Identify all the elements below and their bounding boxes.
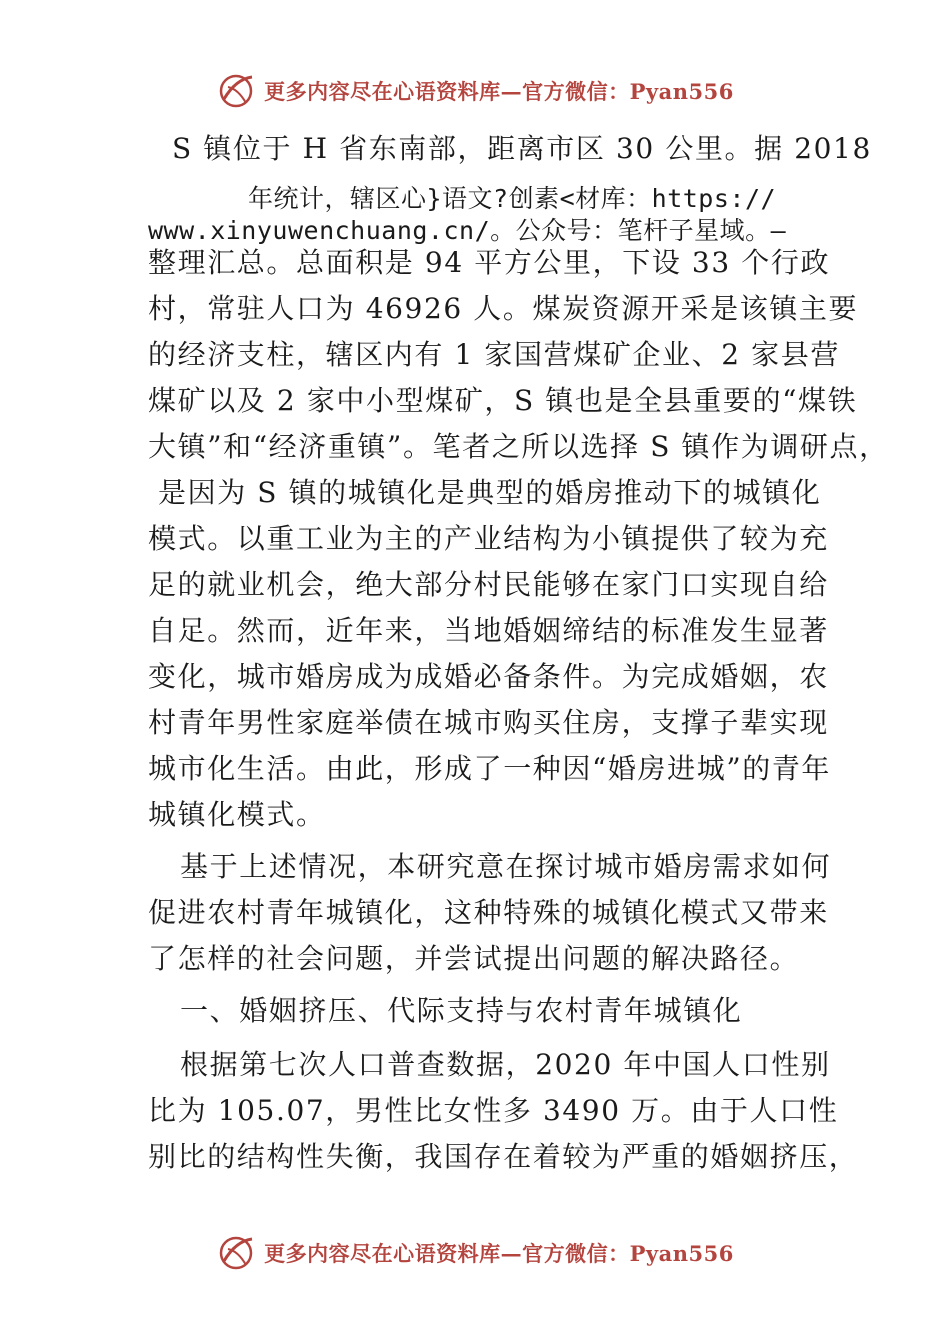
text-line: 比为 105.07，男性比女性多 3490 万。由于人口性 [148,1094,839,1127]
text-line: 城市化生活。由此，形成了一种因“婚房进城”的青年 [148,752,832,785]
watermark-text-bottom: 更多内容尽在心语资料库—官方微信：Pyan556 [264,1241,734,1266]
text-line: 年统计，辖区心}语文?创素<材库：https:// [248,184,777,213]
section-heading: 一、婚姻挤压、代际支持与农村青年城镇化 [180,994,743,1027]
text-line: 变化，城市婚房成为成婚必备条件。为完成婚姻，农 [148,660,829,693]
text-line: 促进农村青年城镇化，这种特殊的城镇化模式又带来 [148,896,829,929]
text-line: S 镇位于 H 省东南部，距离市区 30 公里。据 2018 [172,132,872,165]
text-line: 城镇化模式。 [148,798,326,831]
text-line: 村青年男性家庭举债在城市购买住房，支撑子辈实现 [148,706,829,739]
text-line: 别比的结构性失衡，我国存在着较为严重的婚姻挤压， [148,1140,859,1173]
text-line: 大镇”和“经济重镇”。笔者之所以选择 S 镇作为调研点， [148,430,889,463]
text-line: 自足。然而，近年来，当地婚姻缔结的标准发生显著 [148,614,829,647]
text-line: 模式。以重工业为主的产业结构为小镇提供了较为充 [148,522,829,555]
text-line: 了怎样的社会问题，并尝试提出问题的解决路径。 [148,942,800,975]
watermark-banner-bottom [0,1228,950,1278]
watermark-banner-top [0,66,950,116]
brand-logo-icon [216,69,260,113]
text-line: 足的就业机会，绝大部分村民能够在家门口实现自给 [148,568,829,601]
text-line: 煤矿以及 2 家中小型煤矿，S 镇也是全县重要的“煤铁 [148,384,858,417]
brand-logo-icon [216,1231,260,1275]
text-line: 整理汇总。总面积是 94 平方公里，下设 33 个行政 [148,246,831,279]
text-line: 根据第七次人口普查数据，2020 年中国人口性别 [180,1048,831,1081]
text-line: www.xinyuwenchuang.cn/。公众号：笔杆子星域。— [148,216,787,245]
text-line: 村，常驻人口为 46926 人。煤炭资源开采是该镇主要 [148,292,859,325]
text-line: 基于上述情况，本研究意在探讨城市婚房需求如何 [180,850,832,883]
text-line: 是因为 S 镇的城镇化是典型的婚房推动下的城镇化 [158,476,822,509]
text-line: 的经济支柱，辖区内有 1 家国营煤矿企业、2 家县营 [148,338,840,371]
watermark-text-top: 更多内容尽在心语资料库—官方微信：Pyan556 [264,79,734,104]
